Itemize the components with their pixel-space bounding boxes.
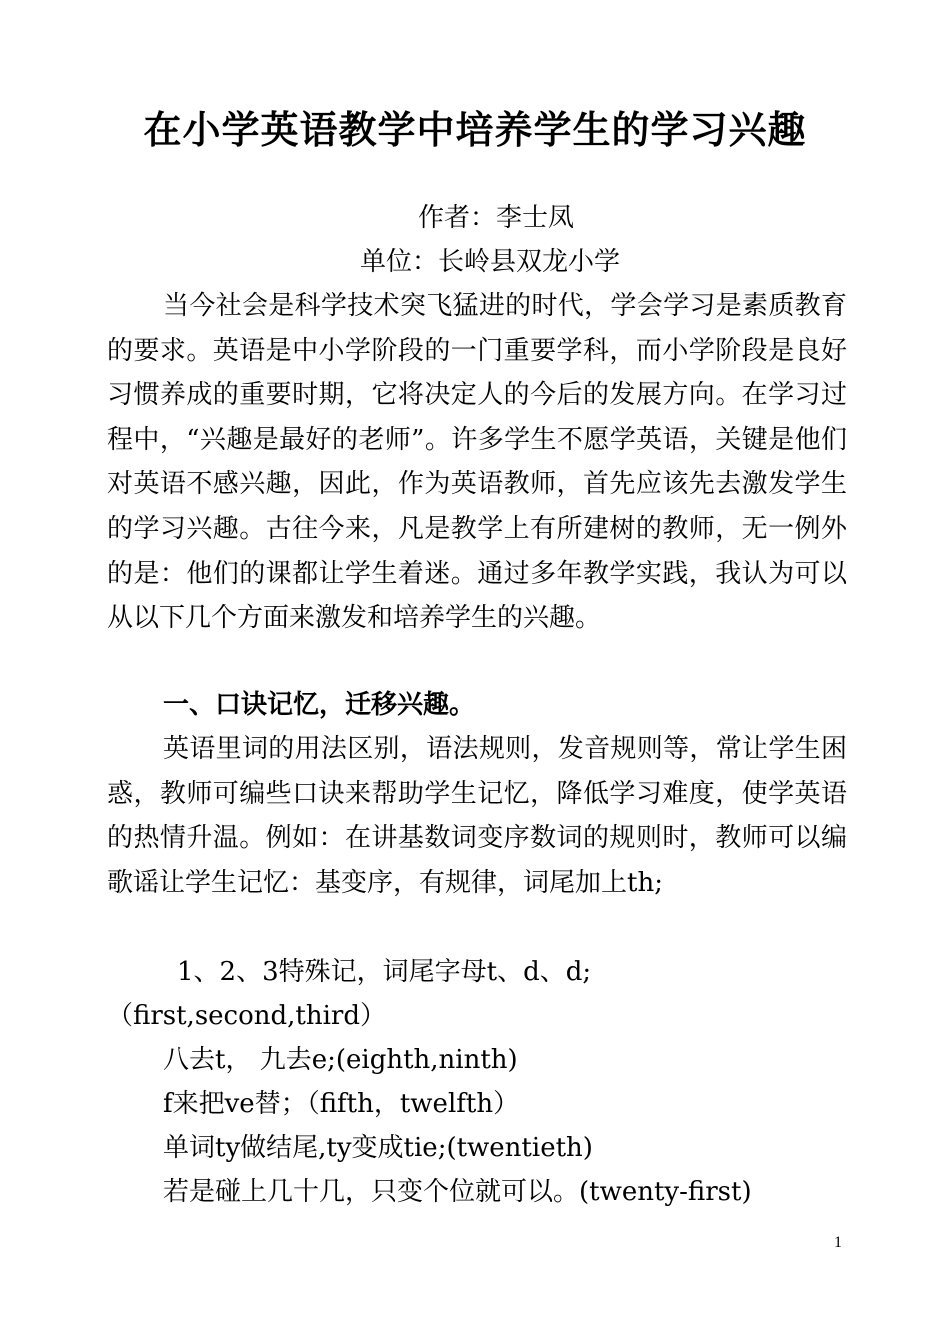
rhyme-line: 八去t， 九去e;(eighth,ninth) bbox=[163, 1045, 518, 1075]
intro-paragraph: 当今社会是科学技术突飞猛进的时代，学会学习是素质教育的要求。英语是中小学阶段的一门重要学科，而小学阶段是良好习惯养成的重要时期，它将决定人的今后的发展方向。在学习过程中，“兴趣是最好的老师”。许多学生不愿学英语，关键是他们对英语不感兴趣，因此，作为英语教师，首先应该先去激发学生的学习兴趣。古往今来，凡是教学上有所建树的教师，无一例外的是：他们的课都让学生着迷。通过多年教学实践，我认为可以从以下几个方面来激发和培养学生的兴趣。 bbox=[107, 291, 847, 634]
section-heading: 一、口诀记忆，迁移兴趣。 bbox=[163, 690, 476, 720]
rhyme-line: 若是碰上几十几，只变个位就可以。(twenty-first) bbox=[163, 1177, 752, 1207]
document-title: 在小学英语教学中培养学生的学习兴趣 bbox=[143, 108, 807, 152]
rhyme-line: 单词ty做结尾,ty变成tie;(twentieth) bbox=[163, 1133, 593, 1163]
section-paragraph: 英语里词的用法区别，语法规则，发音规则等，常让学生困惑，教师可编些口诀来帮助学生记忆，降低学习难度，使学英语的热情升温。例如：在讲基数词变序数词的规则时，教师可以编歌谣让学生记忆：基变序，有规律，词尾加上th; bbox=[107, 734, 847, 898]
rhyme-line: f来把ve替；（fifth，twelfth） bbox=[163, 1089, 520, 1119]
author-line: 作者：李士凤 bbox=[418, 203, 575, 233]
page-number: 1 bbox=[834, 1234, 842, 1251]
unit-line: 单位：长岭县双龙小学 bbox=[360, 247, 621, 277]
rhyme-line: 1、2、3特殊记，词尾字母t、d、d; bbox=[177, 957, 592, 987]
rhyme-line: （first,second,third） bbox=[107, 1001, 387, 1031]
